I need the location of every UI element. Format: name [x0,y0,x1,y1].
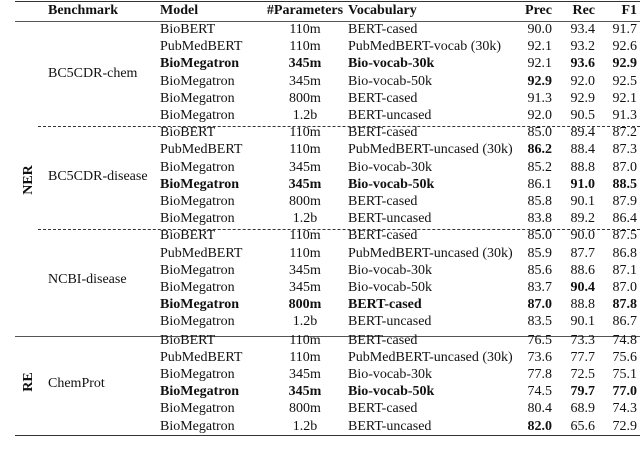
bottom-rule [15,435,640,436]
cell-params: 345m [288,56,322,72]
cell-rec: 87.7 [570,245,595,261]
cell-f1: 74.8 [612,332,637,348]
cell-prec: 83.5 [527,314,552,330]
cell-params: 110m [289,245,321,261]
cell-params: 800m [288,297,322,313]
cell-vocab: PubMedBERT-uncased (30k) [348,349,513,365]
cell-rec: 72.5 [570,367,595,382]
cell-vocab: BERT-cased [348,125,418,141]
cell-model: BioMegatron [160,297,240,313]
cell-f1: 77.0 [612,384,637,400]
cell-vocab: Bio-vocab-30k [348,367,432,382]
cell-model: BioMegatron [160,367,235,382]
cell-params: 345m [288,384,322,400]
cell-model: PubMedBERT [160,245,243,261]
cell-vocab: Bio-vocab-30k [348,262,432,278]
cell-f1: 75.1 [612,367,637,382]
cell-params: 800m [289,401,321,417]
cell-rec: 77.7 [570,349,595,365]
header-rec: Rec [572,3,595,18]
header-f1: F1 [621,3,637,18]
cell-prec: 86.2 [527,142,552,158]
cell-prec: 85.6 [527,262,552,278]
cell-model: PubMedBERT [160,39,243,55]
cell-model: BioMegatron [160,159,235,175]
cell-params: 110m [289,332,321,348]
cell-params: 110m [289,228,321,244]
cell-vocab: PubMedBERT-uncased (30k) [348,245,513,261]
cell-prec: 85.9 [527,245,552,261]
cell-prec: 86.1 [527,176,552,192]
cell-params: 345m [289,280,321,295]
cell-rec: 88.4 [570,142,595,158]
cell-vocab: Bio-vocab-30k [348,56,435,72]
cell-vocab: Bio-vocab-50k [348,384,435,400]
cell-prec: 92.9 [527,73,552,89]
cell-rec: 90.4 [570,280,595,295]
header-prec: Prec [525,3,552,18]
cell-f1: 91.7 [612,22,637,37]
cell-f1: 88.5 [612,176,637,192]
cell-params: 345m [289,262,321,278]
cell-model: BioMegatron [160,314,235,330]
cell-vocab: BERT-uncased [348,211,432,227]
cell-rec: 88.6 [570,262,595,278]
cell-prec: 82.0 [527,418,552,434]
cell-vocab: BERT-cased [348,194,418,209]
cell-rec: 93.2 [570,39,595,55]
cell-rec: 89.4 [570,125,595,141]
cell-prec: 83.7 [527,280,552,295]
cell-model: BioMegatron [160,73,235,89]
header-params: #Parameters [266,3,344,18]
cell-prec: 92.0 [527,108,552,123]
cell-model: BioMegatron [160,280,235,295]
cell-prec: 73.6 [527,349,552,365]
cell-model: BioBERT [160,228,216,244]
cell-rec: 88.8 [570,297,595,313]
cell-f1: 87.0 [612,159,637,175]
cell-model: BioMegatron [160,90,235,106]
cell-vocab: BERT-uncased [348,418,432,434]
cell-prec: 90.0 [527,22,552,37]
cell-rec: 92.9 [570,90,595,106]
cell-f1: 92.5 [612,73,637,89]
cell-rec: 90.0 [570,228,595,244]
cell-rec: 93.4 [570,22,595,37]
cell-params: 1.2b [292,108,318,123]
cell-vocab: Bio-vocab-30k [348,159,432,175]
cell-vocab: BERT-cased [348,22,418,37]
cell-model: PubMedBERT [160,349,243,365]
cell-vocab: BERT-cased [348,297,422,313]
cell-prec: 85.8 [527,194,552,209]
cell-model: BioMegatron [160,194,235,209]
cell-f1: 86.4 [612,211,637,227]
cell-prec: 91.3 [527,90,552,106]
cell-params: 345m [289,159,321,175]
cell-rec: 88.8 [570,159,595,175]
cell-f1: 91.3 [612,108,637,123]
benchmark-label: BC5CDR-disease [48,169,148,185]
cell-params: 1.2b [292,211,318,227]
cell-params: 110m [289,22,321,37]
cell-model: BioMegatron [160,176,240,192]
cell-f1: 92.9 [612,56,637,72]
cell-f1: 87.0 [612,280,637,295]
cell-prec: 85.2 [527,159,552,175]
cell-vocab: BERT-uncased [348,108,432,123]
cell-rec: 93.6 [570,56,595,72]
cell-params: 110m [289,125,321,141]
cell-params: 800m [289,90,321,106]
cell-rec: 73.3 [570,332,595,348]
cell-model: BioMegatron [160,108,235,123]
cell-f1: 87.1 [612,262,637,278]
cell-rec: 91.0 [570,176,595,192]
cell-model: BioMegatron [160,211,235,227]
header-vocab: Vocabulary [348,3,417,18]
cell-params: 345m [289,367,321,382]
cell-params: 1.2b [292,418,318,434]
cell-prec: 83.8 [527,211,552,227]
cell-f1: 86.7 [612,314,637,330]
cell-vocab: BERT-cased [348,228,418,244]
cell-vocab: Bio-vocab-50k [348,73,432,89]
cell-model: BioMegatron [160,262,235,278]
task-label-ner: NER [21,165,36,195]
cell-prec: 76.5 [527,332,552,348]
cell-params: 110m [289,142,321,158]
cell-prec: 85.0 [527,125,552,141]
benchmark-label: ChemProt [48,375,105,391]
header-benchmark: Benchmark [48,3,118,18]
cell-f1: 72.9 [612,418,637,434]
cell-model: BioBERT [160,332,216,348]
cell-params: 1.2b [292,314,318,330]
benchmark-label: NCBI-disease [48,272,127,288]
cell-model: PubMedBERT [160,142,243,158]
cell-rec: 79.7 [570,384,595,400]
cell-vocab: BERT-cased [348,401,418,417]
cell-params: 110m [289,349,321,365]
cell-params: 345m [288,176,322,192]
cell-model: BioMegatron [160,56,240,72]
cell-f1: 87.2 [612,125,637,141]
cell-vocab: BERT-uncased [348,314,432,330]
cell-prec: 74.5 [527,384,552,400]
cell-rec: 90.5 [570,108,595,123]
cell-rec: 68.9 [570,401,595,417]
cell-rec: 90.1 [570,194,595,209]
cell-model: BioMegatron [160,384,240,400]
cell-prec: 80.4 [527,401,552,417]
cell-model: BioBERT [160,22,216,37]
cell-f1: 87.5 [612,228,637,244]
cell-model: BioBERT [160,125,216,141]
cell-f1: 92.6 [612,39,637,55]
cell-f1: 87.8 [612,297,637,313]
task-label-re: RE [21,372,36,392]
cell-rec: 92.0 [570,73,595,89]
cell-prec: 77.8 [527,367,552,382]
cell-prec: 85.0 [527,228,552,244]
cell-prec: 87.0 [527,297,552,313]
cell-vocab: BERT-cased [348,90,418,106]
cell-params: 800m [289,194,321,209]
cell-rec: 89.2 [570,211,595,227]
cell-model: BioMegatron [160,401,235,417]
cell-vocab: BERT-cased [348,332,418,348]
cell-rec: 65.6 [570,418,595,434]
cell-params: 345m [289,73,321,89]
cell-rec: 90.1 [570,314,595,330]
cell-model: BioMegatron [160,418,235,434]
header-model: Model [160,3,199,18]
cell-prec: 92.1 [527,39,552,55]
cell-vocab: Bio-vocab-50k [348,176,435,192]
cell-params: 110m [289,39,321,55]
cell-f1: 87.3 [612,142,637,158]
cell-prec: 92.1 [527,56,552,72]
cell-f1: 92.1 [612,90,637,106]
cell-vocab: PubMedBERT-vocab (30k) [348,39,502,55]
cell-f1: 75.6 [612,349,637,365]
cell-f1: 86.8 [612,245,637,261]
cell-f1: 87.9 [612,194,637,209]
cell-vocab: Bio-vocab-50k [348,280,432,295]
cell-vocab: PubMedBERT-uncased (30k) [348,142,513,158]
cell-f1: 74.3 [612,401,637,417]
benchmark-label: BC5CDR-chem [48,66,138,81]
